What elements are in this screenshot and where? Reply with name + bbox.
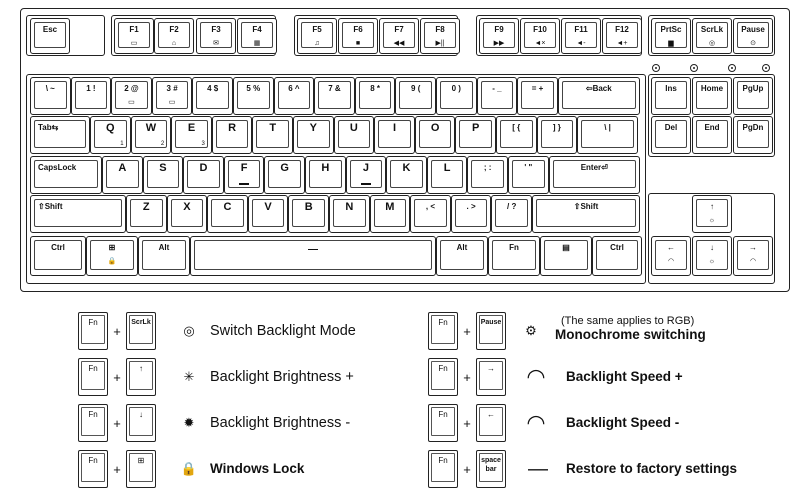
plus-sign: +	[113, 324, 121, 339]
key-corner-label: 1	[120, 141, 124, 147]
key-sub-icon: ▭	[130, 40, 138, 47]
key-label: N	[345, 201, 354, 213]
key-symbol[interactable]	[517, 77, 558, 115]
key-label: L	[443, 162, 451, 174]
key-label: I	[392, 122, 397, 134]
key-label: PrtSc	[660, 25, 682, 34]
key-v[interactable]	[248, 195, 289, 233]
legend-key-label: Fn	[88, 410, 98, 419]
key-label: 3 #	[166, 84, 178, 93]
legend-key-label: Fn	[88, 318, 98, 327]
legend-key-label: Fn	[438, 364, 448, 373]
key-f9[interactable]	[479, 18, 519, 54]
key-label: O	[430, 122, 440, 134]
key-label: Alt	[158, 243, 170, 252]
key-x[interactable]	[167, 195, 208, 233]
key-k[interactable]	[386, 156, 427, 194]
key-e[interactable]	[171, 116, 212, 154]
key-label: 9 (	[411, 84, 421, 93]
legend-text: Windows Lock	[210, 461, 305, 476]
key-symbol[interactable]	[508, 156, 549, 194]
legend-fn-key	[428, 358, 458, 396]
legend-key-label: Pause	[480, 319, 502, 326]
key-label: Z	[142, 201, 150, 213]
plus-sign: +	[113, 416, 121, 431]
key-pgup[interactable]	[733, 77, 773, 115]
homing-bump	[361, 183, 371, 185]
key-fn[interactable]	[488, 236, 540, 276]
key-label: 2 @	[124, 84, 139, 93]
key-label: = +	[531, 84, 544, 93]
key-w[interactable]	[131, 116, 172, 154]
legend-key-label: ⊞	[137, 456, 145, 465]
key-pause[interactable]	[733, 18, 773, 54]
key-label: 1 !	[86, 84, 96, 93]
key-label: H	[321, 162, 330, 174]
key-d[interactable]	[183, 156, 224, 194]
key-sub-icon: ▶||	[435, 40, 445, 47]
legend-text: Backlight Brightness -	[210, 415, 351, 431]
key-home[interactable]	[692, 77, 732, 115]
legend-text: Switch Backlight Mode	[210, 323, 356, 339]
key-9[interactable]	[395, 77, 436, 115]
key-label: \ |	[604, 123, 611, 132]
key-label: →	[749, 243, 757, 252]
key-label: Enter⏎	[580, 163, 608, 172]
indicator-led	[762, 64, 770, 72]
key-label: 6 ^	[288, 84, 300, 93]
key-label: ] }	[552, 123, 561, 132]
key-label: K	[402, 162, 411, 174]
key-o[interactable]	[415, 116, 456, 154]
key-sub-icon: ♫	[314, 40, 320, 47]
indicator-led	[690, 64, 698, 72]
key-g[interactable]	[264, 156, 305, 194]
key-b[interactable]	[288, 195, 329, 233]
key-symbol[interactable]	[651, 236, 691, 276]
key-sub-icon: ◄+	[616, 40, 628, 47]
key-f[interactable]	[224, 156, 265, 194]
legend-key-label: Fn	[88, 456, 98, 465]
key-label: Ctrl	[51, 243, 65, 252]
key-symbol[interactable]	[30, 77, 71, 115]
legend-text: Backlight Speed -	[566, 415, 680, 430]
legend-text: Monochrome switching	[555, 327, 706, 342]
key-sub-icon: ▭	[168, 99, 176, 106]
key-label: U	[349, 122, 358, 134]
key-sub-icon: ◀◀	[393, 40, 405, 47]
key-r[interactable]	[212, 116, 253, 154]
key-label: X	[183, 201, 191, 213]
legend-combo-key	[126, 312, 156, 350]
legend-key-label: ↑	[139, 364, 143, 373]
legend-key-label: →	[487, 364, 495, 373]
key-label: , <	[425, 202, 436, 211]
lock-icon: 🔒	[180, 461, 198, 476]
key-label: Del	[664, 123, 678, 132]
key-ins[interactable]	[651, 77, 691, 115]
key-z[interactable]	[126, 195, 167, 233]
key-label: B	[304, 201, 313, 213]
key-label: 8 *	[370, 84, 380, 93]
legend-key-label: ScrLk	[131, 319, 151, 326]
key-label: Q	[106, 122, 115, 134]
key-label: F2	[169, 25, 179, 34]
key-p[interactable]	[455, 116, 496, 154]
key-label: ⇧Shift	[38, 202, 63, 211]
legend-key-label: Fn	[438, 318, 448, 327]
key-label: 5 %	[246, 84, 261, 93]
legend-combo-key	[476, 358, 506, 396]
key-h[interactable]	[305, 156, 346, 194]
plus-sign: +	[463, 416, 471, 431]
key-shift[interactable]	[532, 195, 640, 233]
key-j[interactable]	[346, 156, 387, 194]
gear-icon: ⚙	[525, 323, 537, 338]
key-q[interactable]	[90, 116, 131, 154]
legend-key-label: ←	[487, 410, 495, 419]
legend-fn-key	[78, 450, 108, 488]
key-label: - _	[492, 84, 502, 93]
legend-key-label: space bar	[481, 457, 501, 473]
key-shift[interactable]	[30, 195, 126, 233]
key-f2[interactable]	[154, 18, 194, 54]
key-label: D	[199, 162, 208, 174]
key-symbol[interactable]	[451, 195, 492, 233]
key-prtsc[interactable]	[651, 18, 691, 54]
key-sub-icon: ⌂	[171, 40, 177, 47]
key-esc[interactable]	[30, 18, 70, 54]
key-sub-icon: ◎	[708, 40, 716, 47]
legend-key-label: Fn	[438, 410, 448, 419]
key-f6[interactable]	[338, 18, 378, 54]
key-label: F8	[435, 25, 445, 34]
key-sub-icon: ✉	[213, 40, 219, 47]
key-ctrl[interactable]	[592, 236, 642, 276]
key-label: Fn	[509, 243, 519, 252]
key-f7[interactable]	[379, 18, 419, 54]
key-sub-icon: ▶▶	[493, 40, 505, 47]
indicator-led	[652, 64, 660, 72]
indicator-led	[728, 64, 736, 72]
key-label: ScrLk	[700, 25, 724, 34]
key-label: A	[118, 162, 127, 174]
key-symbol[interactable]	[733, 236, 773, 276]
key-label: ↑	[710, 202, 714, 211]
legend-text: Backlight Speed +	[566, 369, 683, 384]
key-label: E	[187, 122, 196, 134]
legend-combo-key	[476, 312, 506, 350]
key-label: Pause	[741, 25, 765, 34]
key-c[interactable]	[207, 195, 248, 233]
key-sub-icon: ◄×	[534, 40, 546, 47]
key-t[interactable]	[252, 116, 293, 154]
key-label: ▤	[562, 243, 570, 252]
key-label: \ ~	[45, 84, 55, 93]
legend-combo-key	[126, 358, 156, 396]
dash-icon: —	[528, 458, 548, 480]
key-label: F4	[252, 25, 262, 34]
key-6[interactable]	[274, 77, 315, 115]
homing-bump	[239, 183, 249, 185]
key-capslock[interactable]	[30, 156, 102, 194]
key-enter[interactable]	[549, 156, 640, 194]
key-i[interactable]	[374, 116, 415, 154]
key-sub-icon: 🔒	[107, 258, 117, 265]
plus-sign: +	[113, 462, 121, 477]
key-del[interactable]	[651, 116, 691, 154]
legend-fn-key	[78, 358, 108, 396]
key-label: Y	[309, 122, 317, 134]
key-label: ' "	[524, 163, 533, 172]
legend-fn-key	[78, 312, 108, 350]
key-f10[interactable]	[520, 18, 560, 54]
key-f8[interactable]	[420, 18, 460, 54]
key-symbol[interactable]	[410, 195, 451, 233]
key-corner-label: 2	[160, 141, 165, 147]
gauge-icon: ◠	[526, 364, 546, 389]
key-sub-icon: ☼	[708, 258, 716, 265]
plus-sign: +	[113, 370, 121, 385]
key-label: S	[159, 162, 167, 174]
legend-note: (The same applies to RGB)	[561, 315, 695, 327]
key-3[interactable]	[152, 77, 193, 115]
key-label: 4 $	[207, 84, 219, 93]
key-u[interactable]	[334, 116, 375, 154]
key-label: ; :	[483, 163, 492, 172]
key-f3[interactable]	[196, 18, 236, 54]
key-label: / ?	[507, 202, 517, 211]
key-s[interactable]	[143, 156, 184, 194]
key-m[interactable]	[370, 195, 411, 233]
legend-text: Backlight Brightness +	[210, 369, 354, 385]
key-label: F11	[574, 25, 588, 34]
key-f12[interactable]	[602, 18, 642, 54]
key-f11[interactable]	[561, 18, 601, 54]
gauge-icon: ◠	[526, 410, 546, 435]
legend-combo-key	[126, 404, 156, 442]
key-symbol[interactable]	[491, 195, 532, 233]
key-symbol[interactable]	[577, 116, 638, 154]
key-n[interactable]	[329, 195, 370, 233]
key-symbol[interactable]	[467, 156, 508, 194]
key-label: F9	[494, 25, 504, 34]
key-label: R	[228, 122, 237, 134]
key-tab[interactable]	[30, 116, 90, 154]
key-symbol[interactable]	[692, 236, 732, 276]
legend-fn-key	[78, 404, 108, 442]
legend-text: Restore to factory settings	[566, 461, 738, 476]
key-alt[interactable]	[436, 236, 488, 276]
key-label: 7 &	[328, 84, 341, 93]
key-label: . >	[466, 202, 476, 211]
key-sub-icon: ▆	[668, 40, 674, 47]
key-end[interactable]	[692, 116, 732, 154]
legend-fn-key	[428, 404, 458, 442]
key-f5[interactable]	[297, 18, 337, 54]
key-label: P	[472, 122, 480, 134]
key-label: ↓	[710, 243, 714, 252]
key-label: F5	[312, 25, 322, 34]
key-label: Ins	[665, 84, 677, 93]
key-label: F	[240, 162, 248, 174]
key-label: 0 )	[451, 84, 461, 93]
key-1[interactable]	[71, 77, 112, 115]
legend-key-label: Fn	[438, 456, 448, 465]
key-label: Alt	[456, 243, 468, 252]
key-label: Ctrl	[610, 243, 624, 252]
key-label: F12	[615, 25, 629, 34]
key-space[interactable]	[190, 236, 436, 276]
key-alt[interactable]	[138, 236, 190, 276]
key-a[interactable]	[102, 156, 143, 194]
key-f4[interactable]	[237, 18, 277, 54]
key-sub-icon: ◠	[667, 258, 675, 265]
gear-icon: ◎	[183, 323, 195, 338]
key-5[interactable]	[233, 77, 274, 115]
key-label: ⇧Shift	[573, 202, 599, 211]
key-label: G	[280, 162, 289, 174]
sun-icon: ✹	[183, 415, 195, 430]
key-label: PgDn	[742, 123, 764, 132]
legend-combo-key	[476, 404, 506, 442]
key-label: ⊞	[108, 243, 116, 252]
key-scrlk[interactable]	[692, 18, 732, 54]
legend-fn-key	[428, 312, 458, 350]
key-sub-icon: ⊙	[750, 40, 756, 47]
key-sub-icon: ▦	[253, 40, 261, 47]
key-label: PgUp	[742, 84, 764, 93]
key-symbol[interactable]	[540, 236, 592, 276]
key-label: T	[269, 122, 277, 134]
legend-combo-key	[126, 450, 156, 488]
key-label: F7	[394, 25, 404, 34]
plus-sign: +	[463, 324, 471, 339]
key-sub-icon: ◠	[749, 258, 757, 265]
key-label: —	[308, 244, 318, 255]
key-pgdn[interactable]	[733, 116, 773, 154]
key-label: C	[223, 201, 232, 213]
key-label: W	[145, 122, 157, 134]
key-label: Esc	[42, 25, 58, 34]
key-2[interactable]	[111, 77, 152, 115]
key-7[interactable]	[314, 77, 355, 115]
legend-fn-key	[428, 450, 458, 488]
legend-key-label: Fn	[88, 364, 98, 373]
key-symbol[interactable]	[477, 77, 518, 115]
key-0[interactable]	[436, 77, 477, 115]
key-symbol[interactable]	[537, 116, 578, 154]
key-8[interactable]	[355, 77, 396, 115]
key-label: End	[704, 123, 720, 132]
legend-key-label: ↓	[139, 410, 143, 419]
key-label: ←	[667, 243, 675, 252]
key-label: M	[385, 201, 395, 213]
key-l[interactable]	[427, 156, 468, 194]
key-label: F3	[211, 25, 221, 34]
plus-sign: +	[463, 462, 471, 477]
key-symbol[interactable]	[496, 116, 537, 154]
key-symbol[interactable]	[86, 236, 138, 276]
sun-icon: ✳	[183, 369, 195, 384]
key-label: Tab⇆	[38, 123, 59, 132]
key-back[interactable]	[558, 77, 640, 115]
key-sub-icon: ■	[355, 40, 361, 47]
key-label: [ {	[512, 123, 521, 132]
key-sub-icon: ◄-	[576, 40, 586, 47]
key-f1[interactable]	[114, 18, 154, 54]
key-label: F1	[129, 25, 139, 34]
key-label: F10	[533, 25, 547, 34]
key-label: J	[362, 162, 369, 174]
key-symbol[interactable]	[692, 195, 732, 233]
key-4[interactable]	[192, 77, 233, 115]
key-label: Home	[700, 84, 724, 93]
key-label: CapsLock	[38, 163, 77, 172]
plus-sign: +	[463, 370, 471, 385]
key-sub-icon: ☼	[708, 217, 716, 224]
key-sub-icon: ▭	[128, 99, 135, 106]
key-y[interactable]	[293, 116, 334, 154]
key-label: F6	[353, 25, 363, 34]
key-label: ⇦Back	[585, 84, 612, 93]
legend-combo-key	[476, 450, 506, 488]
key-ctrl[interactable]	[30, 236, 86, 276]
key-corner-label: 3	[201, 141, 205, 147]
key-label: V	[264, 201, 272, 213]
